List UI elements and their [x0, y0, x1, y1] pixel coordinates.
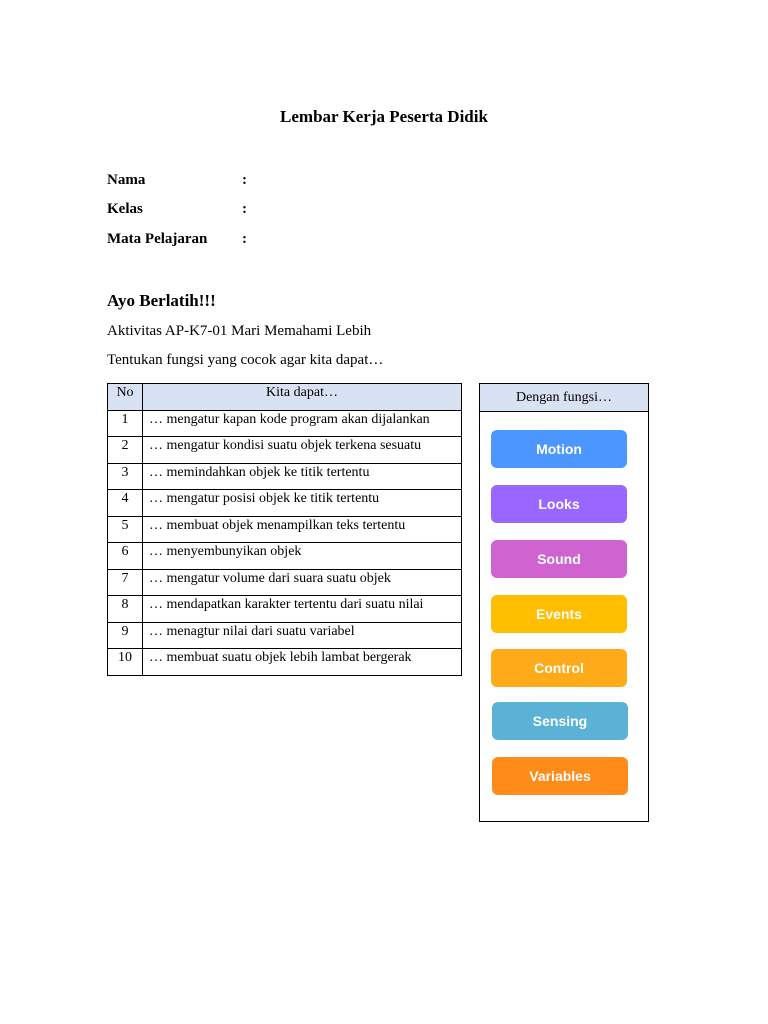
table-row — [108, 622, 462, 649]
page-title: Lembar Kerja Peserta Didik — [280, 107, 488, 126]
row-text: … mendapatkan karakter tertentu dari suatu nilai — [143, 596, 462, 623]
row-text: … mengatur kapan kode program akan dijalankan — [143, 410, 462, 437]
table-row — [108, 569, 462, 596]
table-row — [108, 463, 462, 490]
activity-text: Aktivitas AP-K7-01 Mari Memahami Lebih — [107, 323, 372, 339]
row-text: … membuat suatu objek lebih lambat bergerak — [143, 649, 462, 676]
task-table — [107, 383, 462, 676]
row-number: 5 — [108, 516, 143, 543]
table-row — [108, 516, 462, 543]
table-row — [108, 437, 462, 464]
row-number: 1 — [108, 410, 143, 437]
row-number: 2 — [108, 437, 143, 464]
block-variables[interactable]: Variables — [492, 757, 628, 795]
row-text: … memindahkan objek ke titik tertentu — [143, 463, 462, 490]
field-mata-pelajaran — [107, 231, 247, 248]
table-row — [108, 596, 462, 623]
block-sensing[interactable]: Sensing — [492, 702, 628, 740]
instruction-text: Tentukan fungsi yang cocok agar kita dapat… — [107, 352, 384, 368]
row-number: 4 — [108, 490, 143, 517]
table-row — [108, 649, 462, 676]
table-header-row — [108, 384, 462, 411]
field-label: Nama — [107, 172, 146, 188]
field-kelas — [107, 201, 247, 218]
function-panel-header: Dengan fungsi… — [480, 384, 648, 412]
row-number: 8 — [108, 596, 143, 623]
block-control[interactable]: Control — [491, 649, 627, 687]
row-number: 6 — [108, 543, 143, 570]
field-nama — [107, 172, 247, 189]
header-kita-dapat: Kita dapat… — [143, 384, 462, 411]
field-separator: : — [242, 172, 247, 188]
row-text: … mengatur posisi objek ke titik tertentu — [143, 490, 462, 517]
table-row — [108, 410, 462, 437]
row-number: 3 — [108, 463, 143, 490]
row-number: 10 — [108, 649, 143, 676]
field-label: Kelas — [107, 201, 143, 217]
block-looks[interactable]: Looks — [491, 485, 627, 523]
row-text: … mengatur kondisi suatu objek terkena sesuatu — [143, 437, 462, 464]
field-separator: : — [242, 201, 247, 217]
table-row — [108, 490, 462, 517]
block-sound[interactable]: Sound — [491, 540, 627, 578]
header-no: No — [108, 384, 143, 411]
block-motion[interactable]: Motion — [491, 430, 627, 468]
row-text: … menagtur nilai dari suatu variabel — [143, 622, 462, 649]
row-text: … membuat objek menampilkan teks tertentu — [143, 516, 462, 543]
row-text: … mengatur volume dari suara suatu objek — [143, 569, 462, 596]
row-number: 7 — [108, 569, 143, 596]
row-text: … menyembunyikan objek — [143, 543, 462, 570]
block-events[interactable]: Events — [491, 595, 627, 633]
field-separator: : — [242, 231, 247, 247]
table-row — [108, 543, 462, 570]
field-label: Mata Pelajaran — [107, 231, 208, 247]
row-number: 9 — [108, 622, 143, 649]
function-panel — [479, 383, 649, 822]
section-heading: Ayo Berlatih!!! — [107, 291, 216, 310]
